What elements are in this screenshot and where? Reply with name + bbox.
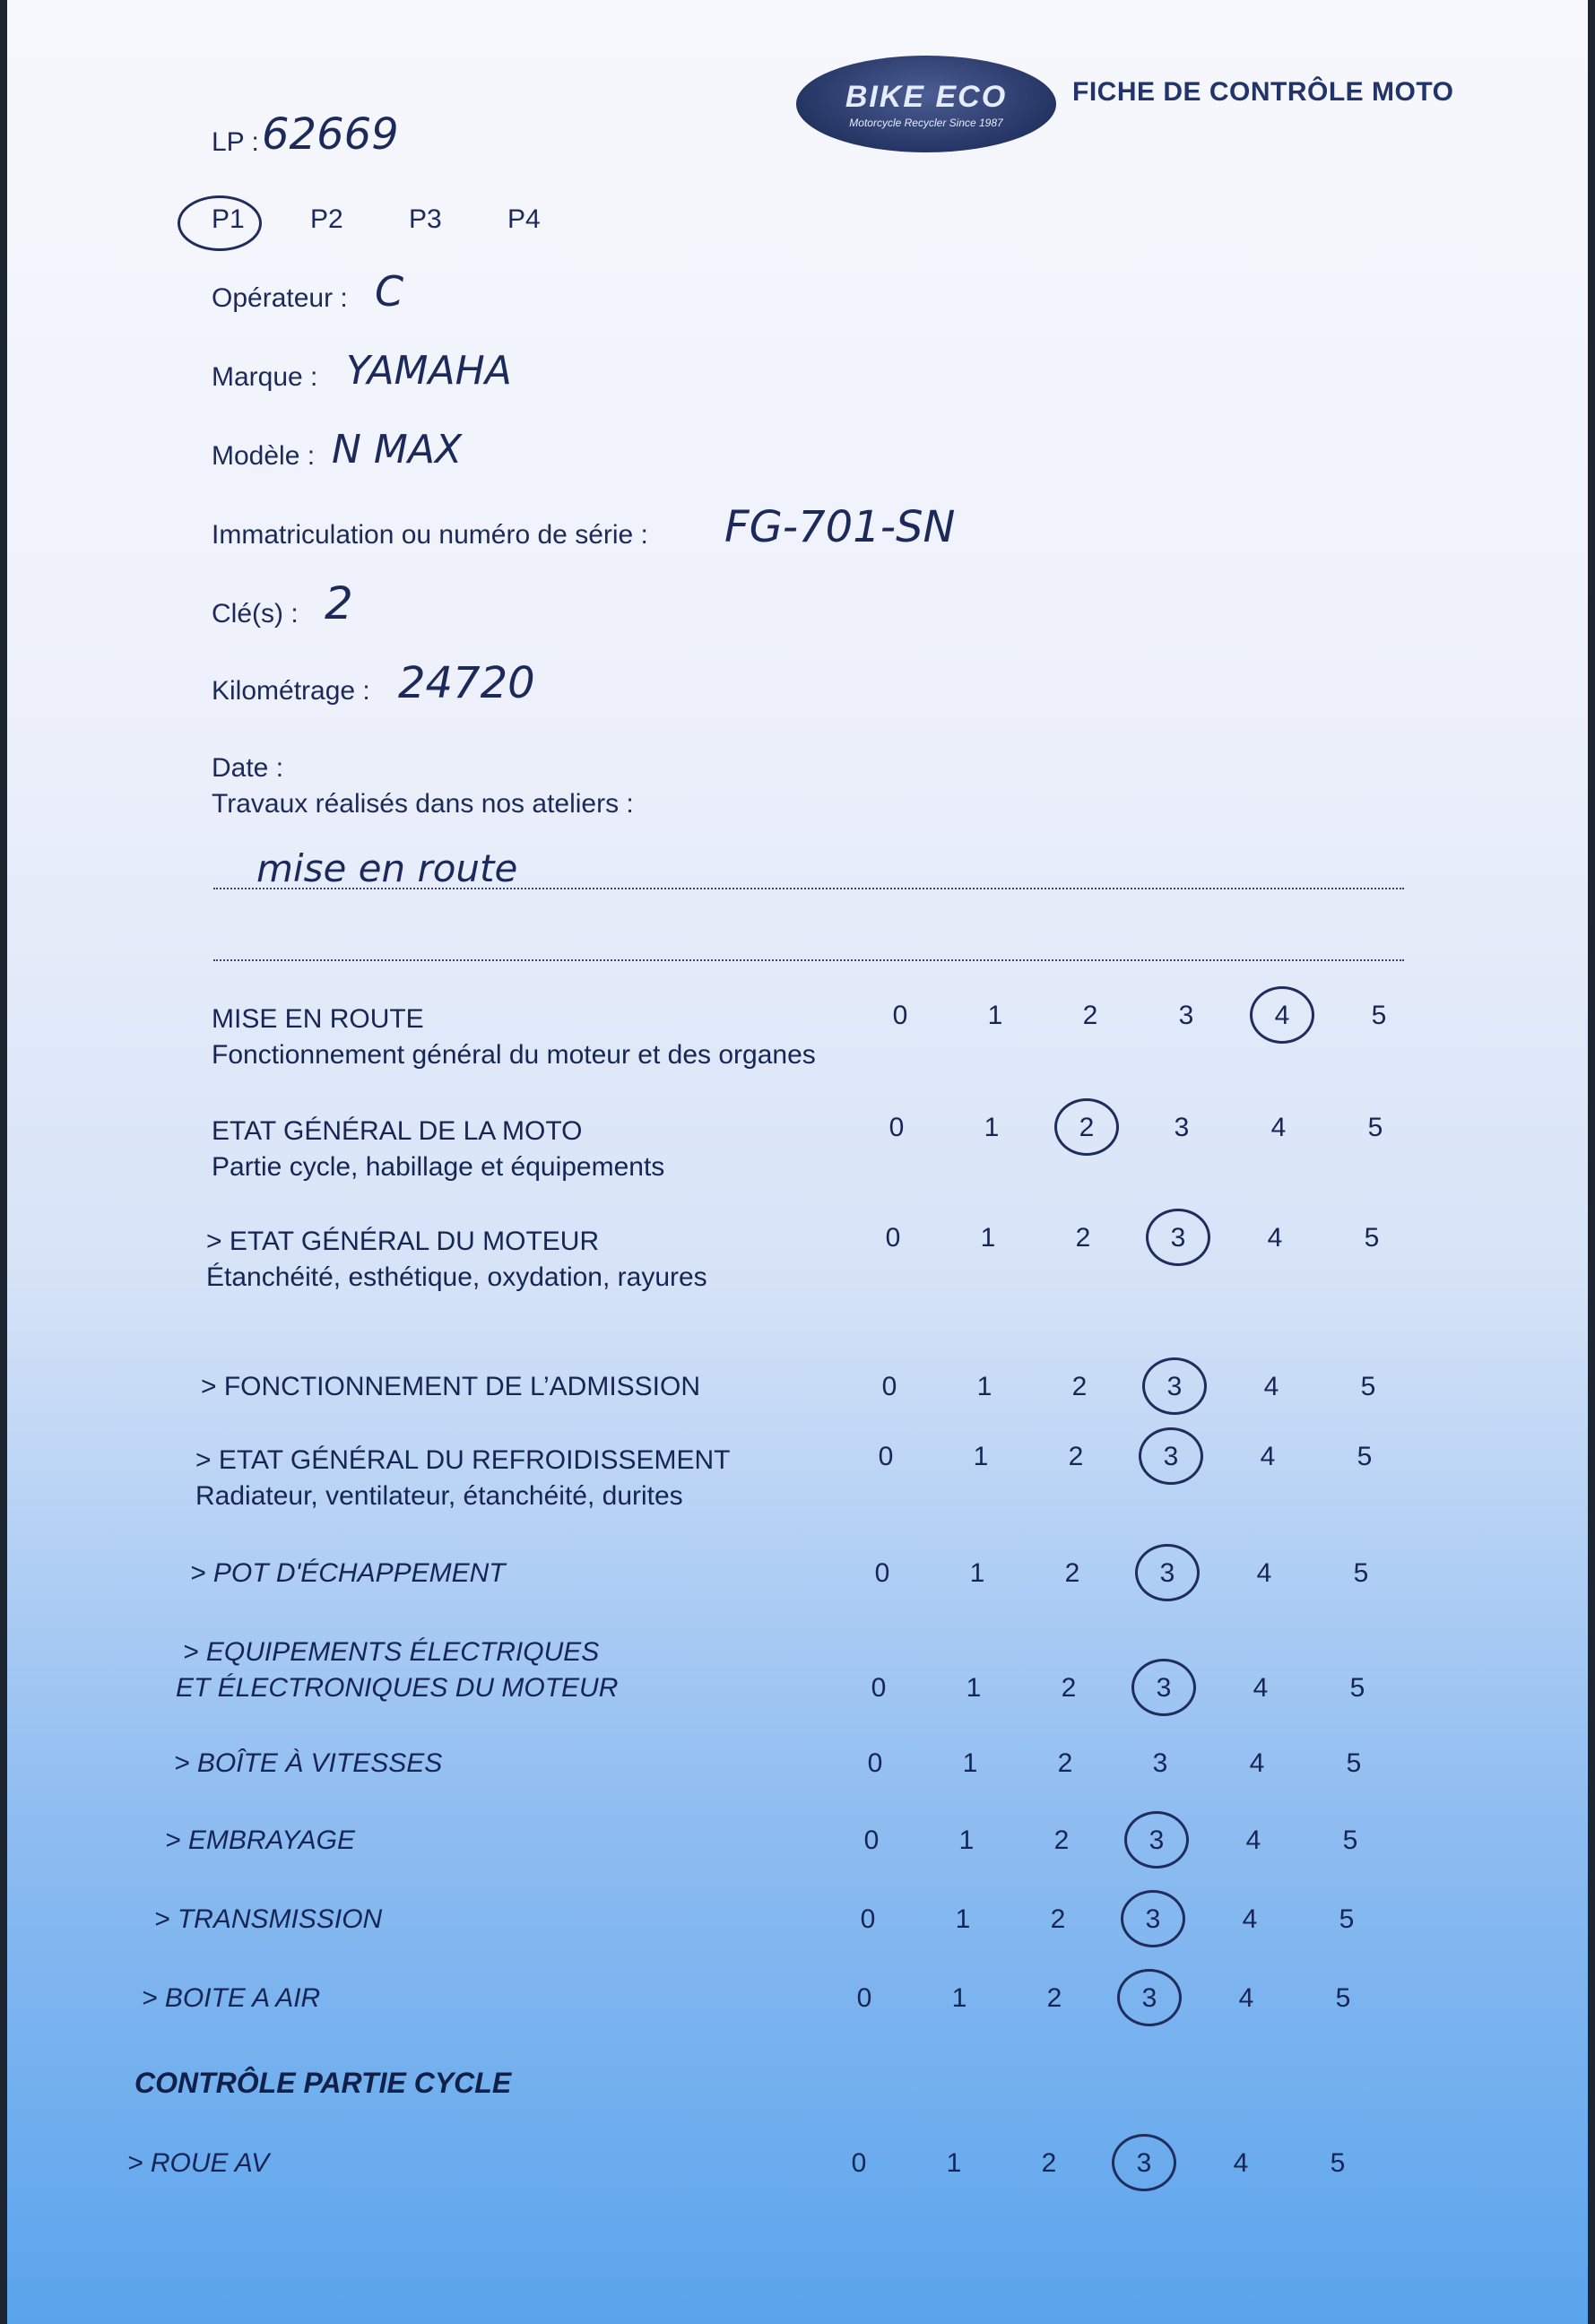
score-option-1[interactable]: 1 bbox=[976, 1372, 993, 1401]
cles-value[interactable]: 2 bbox=[325, 577, 353, 629]
score-selected-circle bbox=[1117, 1969, 1182, 2026]
score-option-5[interactable]: 5 bbox=[1335, 1983, 1351, 2013]
score-option-0[interactable]: 0 bbox=[885, 1223, 901, 1253]
logo-text: BIKE ECO bbox=[845, 79, 1008, 114]
lp-value[interactable]: 62669 bbox=[262, 109, 399, 160]
criterion-name: > EMBRAYAGE bbox=[165, 1825, 356, 1855]
score-option-4[interactable]: 4 bbox=[1242, 1904, 1258, 1934]
score-option-1[interactable]: 1 bbox=[955, 1904, 971, 1934]
score-selected-circle bbox=[1139, 1427, 1203, 1485]
score-option-5[interactable]: 5 bbox=[1364, 1223, 1380, 1253]
score-option-3[interactable]: 3 bbox=[1163, 1442, 1179, 1471]
criterion-name: > EQUIPEMENTS ÉLECTRIQUES bbox=[183, 1637, 600, 1667]
score-option-0[interactable]: 0 bbox=[892, 1001, 908, 1030]
criterion-name: > ETAT GÉNÉRAL DU MOTEUR bbox=[206, 1227, 600, 1256]
score-option-5[interactable]: 5 bbox=[1349, 1673, 1365, 1703]
score-option-3[interactable]: 3 bbox=[1149, 1825, 1165, 1855]
score-selected-circle bbox=[1142, 1357, 1207, 1415]
criterion-row bbox=[7, 1001, 1588, 1094]
score-option-2[interactable]: 2 bbox=[1064, 1558, 1080, 1588]
score-option-5[interactable]: 5 bbox=[1353, 1558, 1369, 1588]
kilometrage-label: Kilométrage : bbox=[212, 676, 370, 706]
bike-eco-logo bbox=[796, 56, 1056, 152]
lp-label: LP : bbox=[212, 127, 259, 157]
logo-tagline: Motorcycle Recycler Since 1987 bbox=[849, 116, 1003, 129]
travaux-label: Travaux réalisés dans nos ateliers : bbox=[212, 789, 634, 819]
score-option-5[interactable]: 5 bbox=[1330, 2148, 1346, 2178]
score-option-3[interactable]: 3 bbox=[1159, 1558, 1175, 1588]
score-selected-circle bbox=[1131, 1659, 1196, 1716]
position-p1[interactable]: P1 bbox=[212, 204, 245, 234]
travaux-line-2 bbox=[213, 959, 1404, 961]
score-option-4[interactable]: 4 bbox=[1267, 1223, 1283, 1253]
score-option-0[interactable]: 0 bbox=[881, 1372, 897, 1401]
criterion-description: ET ÉLECTRONIQUES DU MOTEUR bbox=[176, 1673, 619, 1703]
criterion-row bbox=[7, 1223, 1588, 1316]
cles-label: Clé(s) : bbox=[212, 599, 299, 629]
criterion-row bbox=[7, 1113, 1588, 1206]
kilometrage-value[interactable]: 24720 bbox=[398, 658, 535, 708]
criterion-name: > ROUE AV bbox=[127, 2148, 270, 2178]
marque-label: Marque : bbox=[212, 362, 318, 392]
score-option-4[interactable]: 4 bbox=[1238, 1983, 1254, 2013]
criterion-name: > ETAT GÉNÉRAL DU REFROIDISSEMENT bbox=[195, 1445, 731, 1475]
score-option-5[interactable]: 5 bbox=[1371, 1001, 1387, 1030]
score-option-4[interactable]: 4 bbox=[1270, 1113, 1287, 1142]
criterion-name: > POT D'ÉCHAPPEMENT bbox=[190, 1558, 506, 1588]
criterion-row bbox=[7, 1983, 1588, 2073]
score-option-4[interactable]: 4 bbox=[1260, 1442, 1276, 1471]
score-option-4[interactable]: 4 bbox=[1249, 1748, 1265, 1778]
score-option-4[interactable]: 4 bbox=[1233, 2148, 1249, 2178]
score-option-1[interactable]: 1 bbox=[987, 1001, 1003, 1030]
criterion-description: Fonctionnement général du moteur et des organes bbox=[212, 1040, 816, 1070]
score-option-0[interactable]: 0 bbox=[871, 1673, 887, 1703]
immatriculation-value[interactable]: FG-701-SN bbox=[724, 502, 956, 552]
score-selected-circle bbox=[1121, 1890, 1185, 1947]
date-label: Date : bbox=[212, 753, 284, 783]
position-p2[interactable]: P2 bbox=[310, 204, 343, 234]
criterion-row bbox=[7, 2148, 1588, 2238]
score-option-3[interactable]: 3 bbox=[1152, 1748, 1168, 1778]
travaux-value[interactable]: mise en route bbox=[256, 846, 518, 890]
criterion-name: MISE EN ROUTE bbox=[212, 1004, 424, 1034]
criterion-row bbox=[7, 1904, 1588, 1994]
control-sheet bbox=[7, 0, 1588, 2324]
score-option-5[interactable]: 5 bbox=[1357, 1442, 1373, 1471]
score-option-1[interactable]: 1 bbox=[946, 2148, 962, 2178]
score-option-3[interactable]: 3 bbox=[1141, 1983, 1157, 2013]
criterion-name: > BOITE A AIR bbox=[142, 1983, 321, 2013]
criterion-name: > TRANSMISSION bbox=[154, 1904, 383, 1934]
score-option-0[interactable]: 0 bbox=[863, 1825, 880, 1855]
score-option-0[interactable]: 0 bbox=[889, 1113, 905, 1142]
score-option-2[interactable]: 2 bbox=[1068, 1442, 1084, 1471]
criterion-row bbox=[7, 1825, 1588, 1915]
score-option-4[interactable]: 4 bbox=[1274, 1001, 1290, 1030]
section-partie-cycle-title: CONTRÔLE PARTIE CYCLE bbox=[134, 2067, 512, 2099]
score-option-4[interactable]: 4 bbox=[1256, 1558, 1272, 1588]
score-selected-circle bbox=[1124, 1811, 1189, 1869]
score-option-5[interactable]: 5 bbox=[1346, 1748, 1362, 1778]
immatriculation-label: Immatriculation ou numéro de série : bbox=[212, 520, 648, 550]
score-option-4[interactable]: 4 bbox=[1263, 1372, 1279, 1401]
score-option-0[interactable]: 0 bbox=[860, 1904, 876, 1934]
score-option-5[interactable]: 5 bbox=[1342, 1825, 1358, 1855]
score-selected-circle bbox=[1146, 1209, 1210, 1266]
criterion-description: Étanchéité, esthétique, oxydation, rayures bbox=[206, 1262, 707, 1292]
score-option-1[interactable]: 1 bbox=[958, 1825, 975, 1855]
criterion-description: Radiateur, ventilateur, étanchéité, durites bbox=[195, 1481, 683, 1511]
position-p4[interactable]: P4 bbox=[507, 204, 541, 234]
score-option-1[interactable]: 1 bbox=[962, 1748, 978, 1778]
sheet-title: FICHE DE CONTRÔLE MOTO bbox=[1072, 77, 1454, 107]
criterion-row bbox=[7, 1637, 1588, 1727]
criterion-row bbox=[7, 1558, 1588, 1648]
score-option-3[interactable]: 3 bbox=[1166, 1372, 1183, 1401]
score-option-0[interactable]: 0 bbox=[856, 1983, 872, 2013]
score-option-4[interactable]: 4 bbox=[1253, 1673, 1269, 1703]
score-option-2[interactable]: 2 bbox=[1061, 1673, 1077, 1703]
score-option-3[interactable]: 3 bbox=[1136, 2148, 1152, 2178]
score-option-2[interactable]: 2 bbox=[1071, 1372, 1088, 1401]
score-option-2[interactable]: 2 bbox=[1082, 1001, 1098, 1030]
score-option-1[interactable]: 1 bbox=[973, 1442, 989, 1471]
score-option-5[interactable]: 5 bbox=[1367, 1113, 1383, 1142]
travaux-line-1 bbox=[213, 888, 1404, 889]
score-selected-circle bbox=[1135, 1544, 1200, 1601]
position-p3[interactable]: P3 bbox=[409, 204, 442, 234]
score-option-1[interactable]: 1 bbox=[980, 1223, 996, 1253]
score-option-1[interactable]: 1 bbox=[966, 1673, 982, 1703]
score-option-3[interactable]: 3 bbox=[1178, 1001, 1194, 1030]
score-option-0[interactable]: 0 bbox=[878, 1442, 894, 1471]
score-option-2[interactable]: 2 bbox=[1057, 1748, 1073, 1778]
score-option-2[interactable]: 2 bbox=[1050, 1904, 1066, 1934]
score-option-0[interactable]: 0 bbox=[851, 2148, 867, 2178]
operateur-label: Opérateur : bbox=[212, 283, 348, 313]
score-option-2[interactable]: 2 bbox=[1079, 1113, 1095, 1142]
score-selected-circle bbox=[1250, 986, 1314, 1044]
operateur-value[interactable]: C bbox=[375, 267, 404, 316]
score-option-2[interactable]: 2 bbox=[1046, 1983, 1062, 2013]
criterion-name: > FONCTIONNEMENT DE L’ADMISSION bbox=[201, 1372, 701, 1401]
score-option-5[interactable]: 5 bbox=[1339, 1904, 1355, 1934]
score-option-3[interactable]: 3 bbox=[1156, 1673, 1172, 1703]
score-option-5[interactable]: 5 bbox=[1360, 1372, 1376, 1401]
criterion-name: > BOÎTE À VITESSES bbox=[174, 1748, 443, 1778]
score-option-2[interactable]: 2 bbox=[1041, 2148, 1057, 2178]
modele-label: Modèle : bbox=[212, 441, 316, 471]
score-option-2[interactable]: 2 bbox=[1075, 1223, 1091, 1253]
score-option-1[interactable]: 1 bbox=[984, 1113, 1000, 1142]
score-selected-circle bbox=[1054, 1098, 1119, 1156]
score-option-3[interactable]: 3 bbox=[1145, 1904, 1161, 1934]
score-option-1[interactable]: 1 bbox=[969, 1558, 985, 1588]
score-option-3[interactable]: 3 bbox=[1174, 1113, 1190, 1142]
criterion-row bbox=[7, 1748, 1588, 1838]
score-option-0[interactable]: 0 bbox=[867, 1748, 883, 1778]
criterion-name: ETAT GÉNÉRAL DE LA MOTO bbox=[212, 1116, 583, 1146]
score-option-3[interactable]: 3 bbox=[1170, 1223, 1186, 1253]
modele-value[interactable]: N MAX bbox=[332, 427, 463, 473]
score-option-1[interactable]: 1 bbox=[951, 1983, 967, 2013]
marque-value[interactable]: YAMAHA bbox=[346, 348, 512, 394]
score-option-2[interactable]: 2 bbox=[1053, 1825, 1070, 1855]
criterion-description: Partie cycle, habillage et équipements bbox=[212, 1152, 665, 1182]
score-option-4[interactable]: 4 bbox=[1245, 1825, 1261, 1855]
score-option-0[interactable]: 0 bbox=[874, 1558, 890, 1588]
criterion-row bbox=[7, 1442, 1588, 1535]
score-selected-circle bbox=[1112, 2134, 1176, 2191]
